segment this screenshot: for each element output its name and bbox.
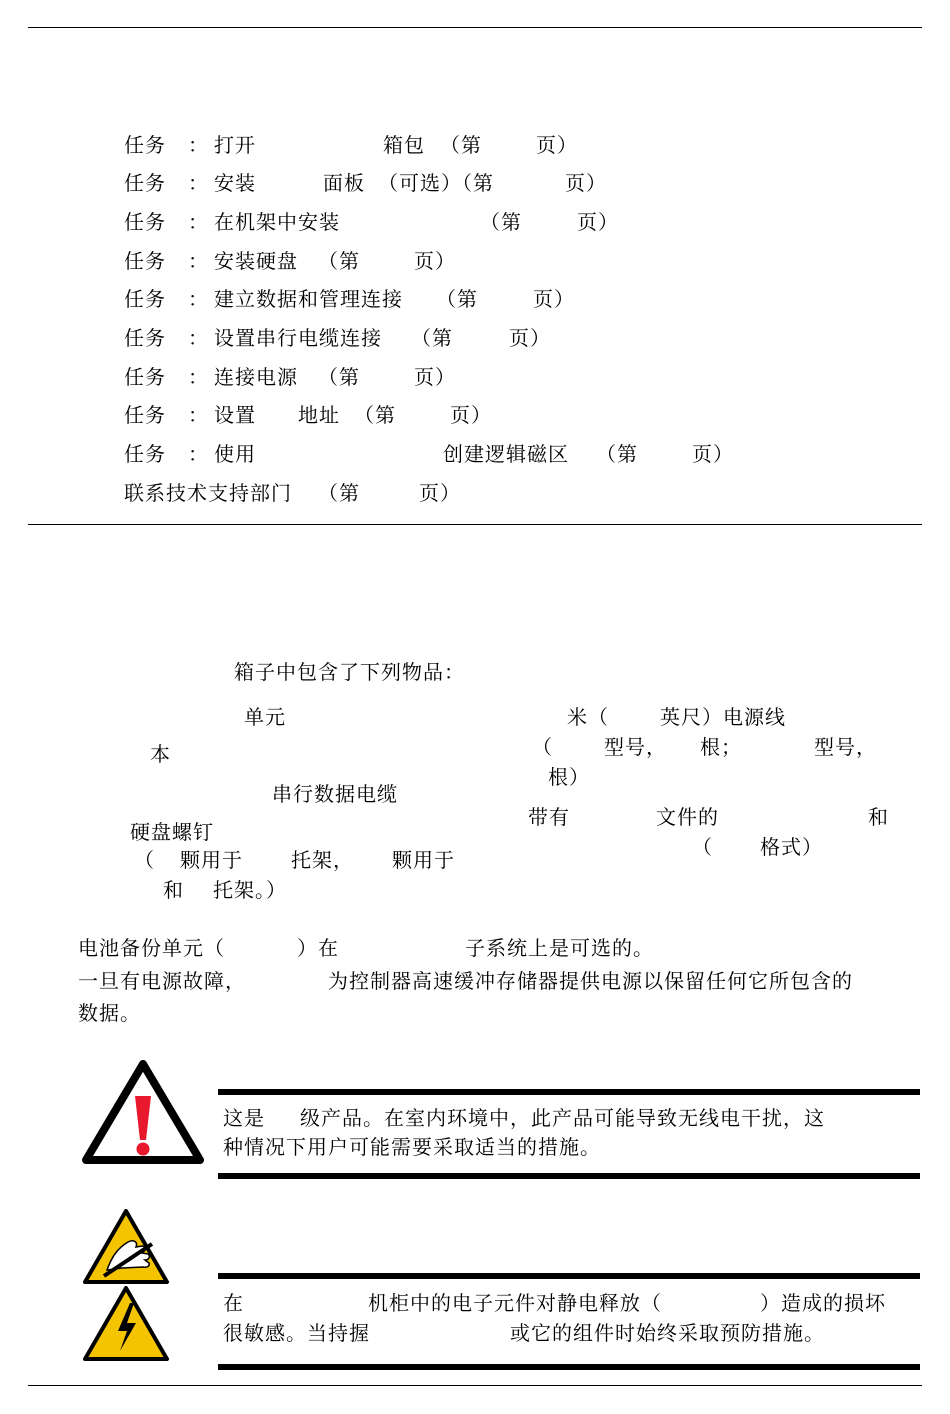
esd-rule-top: [218, 1273, 920, 1279]
esd-rule-bottom: [218, 1364, 920, 1370]
task-label: 任务: [124, 442, 166, 466]
task-label: 任务: [124, 133, 166, 157]
power-cord-model: 型号，: [814, 735, 877, 759]
task-label: 任务: [124, 326, 166, 350]
task-page-ref: （第: [411, 326, 453, 350]
item-unit: 单元: [244, 705, 286, 729]
item-cd-format: 格式）: [760, 835, 823, 859]
screws-note: 托架。）: [213, 878, 287, 902]
task-page-ref: （第: [480, 210, 522, 234]
item-serial-cable: 串行数据电缆: [272, 782, 398, 806]
task-colon: ：: [188, 442, 209, 466]
task-page-end: 页）: [692, 442, 734, 466]
task-text-mid: 地址: [298, 403, 340, 427]
task-page-end: 页）: [509, 326, 551, 350]
task-text: 打开: [214, 133, 256, 157]
task-page-end: 页）: [577, 210, 619, 234]
screws-note: 颗用于: [392, 848, 455, 872]
task-label: 任务: [124, 171, 166, 195]
task-colon: ：: [188, 403, 209, 427]
task-text: 安装: [214, 171, 256, 195]
warning-rule-bottom: [218, 1173, 920, 1179]
warning-text: 级产品。在室内环境中，此产品可能导致无线电干扰，这: [300, 1106, 825, 1130]
power-cord-model: （: [532, 735, 553, 759]
task-page-ref: （第: [596, 442, 638, 466]
task-colon: ：: [188, 249, 209, 273]
task-page-end: 页）: [414, 249, 456, 273]
task-page-end: 页）: [565, 171, 607, 195]
task-page-end: 页）: [450, 403, 492, 427]
esd-text: 在: [223, 1291, 244, 1315]
task-colon: ：: [188, 287, 209, 311]
task-page-ref: （第: [318, 249, 360, 273]
task-label: 任务: [124, 365, 166, 389]
esd-caution-icon: [82, 1208, 170, 1286]
top-rule: [28, 27, 922, 28]
task-text: 安装硬盘: [214, 249, 298, 273]
item-screws: 硬盘螺钉: [130, 820, 214, 844]
item-book: 本: [150, 742, 171, 766]
section-rule: [28, 524, 922, 525]
power-cord-model: 根）: [548, 765, 590, 789]
contact-page-ref: （第: [318, 481, 360, 505]
task-text: 建立数据和管理连接: [214, 287, 403, 311]
task-page-end: 页）: [533, 287, 575, 311]
contact-page-end: 页）: [419, 481, 461, 505]
task-page-ref: （第: [318, 365, 360, 389]
task-text: 在机架中安装: [214, 210, 340, 234]
box-intro: 箱子中包含了下列物品：: [234, 660, 465, 684]
task-text: 设置串行电缆连接: [214, 326, 382, 350]
warning-rule-top: [218, 1089, 920, 1095]
item-cd: 带有: [528, 805, 570, 829]
warning-text: 这是: [223, 1106, 265, 1130]
battery-line: 为控制器高速缓冲存储器提供电源以保留任何它所包含的: [328, 969, 853, 993]
esd-text: ）造成的损坏: [760, 1291, 886, 1315]
battery-line: ）在: [297, 936, 339, 960]
task-text: 连接电源: [214, 365, 298, 389]
item-cd: 和: [868, 805, 889, 829]
task-label: 任务: [124, 403, 166, 427]
item-power-cord: 米（: [567, 705, 609, 729]
task-colon: ：: [188, 210, 209, 234]
task-page-ref: （第: [436, 287, 478, 311]
task-page-end: 页）: [536, 133, 578, 157]
battery-line: 子系统上是可选的。: [465, 936, 654, 960]
task-label: 任务: [124, 210, 166, 234]
esd-text: 或它的组件时始终采取预防措施。: [510, 1321, 825, 1345]
task-colon: ：: [188, 365, 209, 389]
esd-text: 机柜中的电子元件对静电释放（: [368, 1291, 662, 1315]
electric-shock-icon: [82, 1285, 170, 1363]
warning-text: 种情况下用户可能需要采取适当的措施。: [223, 1135, 601, 1159]
screws-note: 颗用于: [180, 848, 243, 872]
task-colon: ：: [188, 171, 209, 195]
screws-note: （: [134, 848, 155, 872]
task-text: 使用: [214, 442, 256, 466]
task-page-ref: （可选）（第: [378, 171, 494, 195]
task-text: 设置: [214, 403, 256, 427]
bottom-rule: [28, 1385, 922, 1386]
task-text-mid: 箱包: [383, 133, 425, 157]
task-colon: ：: [188, 326, 209, 350]
battery-line: 数据。: [78, 1001, 141, 1025]
task-text-mid: 面板: [323, 171, 365, 195]
power-cord-model: 根；: [700, 735, 742, 759]
warning-exclamation-icon: [82, 1060, 204, 1164]
screws-note: 托架，: [291, 848, 354, 872]
screws-note: 和: [163, 878, 184, 902]
task-page-end: 页）: [414, 365, 456, 389]
item-cd-format: （: [692, 835, 713, 859]
task-label: 任务: [124, 287, 166, 311]
esd-text: 很敏感。当持握: [223, 1321, 370, 1345]
task-page-ref: （第: [354, 403, 396, 427]
item-power-cord: 英尺）电源线: [660, 705, 786, 729]
task-page-ref: （第: [440, 133, 482, 157]
task-text-mid: 创建逻辑磁区: [443, 442, 569, 466]
battery-line: 一旦有电源故障，: [78, 969, 246, 993]
item-cd: 文件的: [656, 805, 719, 829]
task-colon: ：: [188, 133, 209, 157]
power-cord-model: 型号，: [604, 735, 667, 759]
task-label: 任务: [124, 249, 166, 273]
battery-line: 电池备份单元（: [78, 936, 225, 960]
contact-text: 联系技术支持部门: [124, 481, 292, 505]
